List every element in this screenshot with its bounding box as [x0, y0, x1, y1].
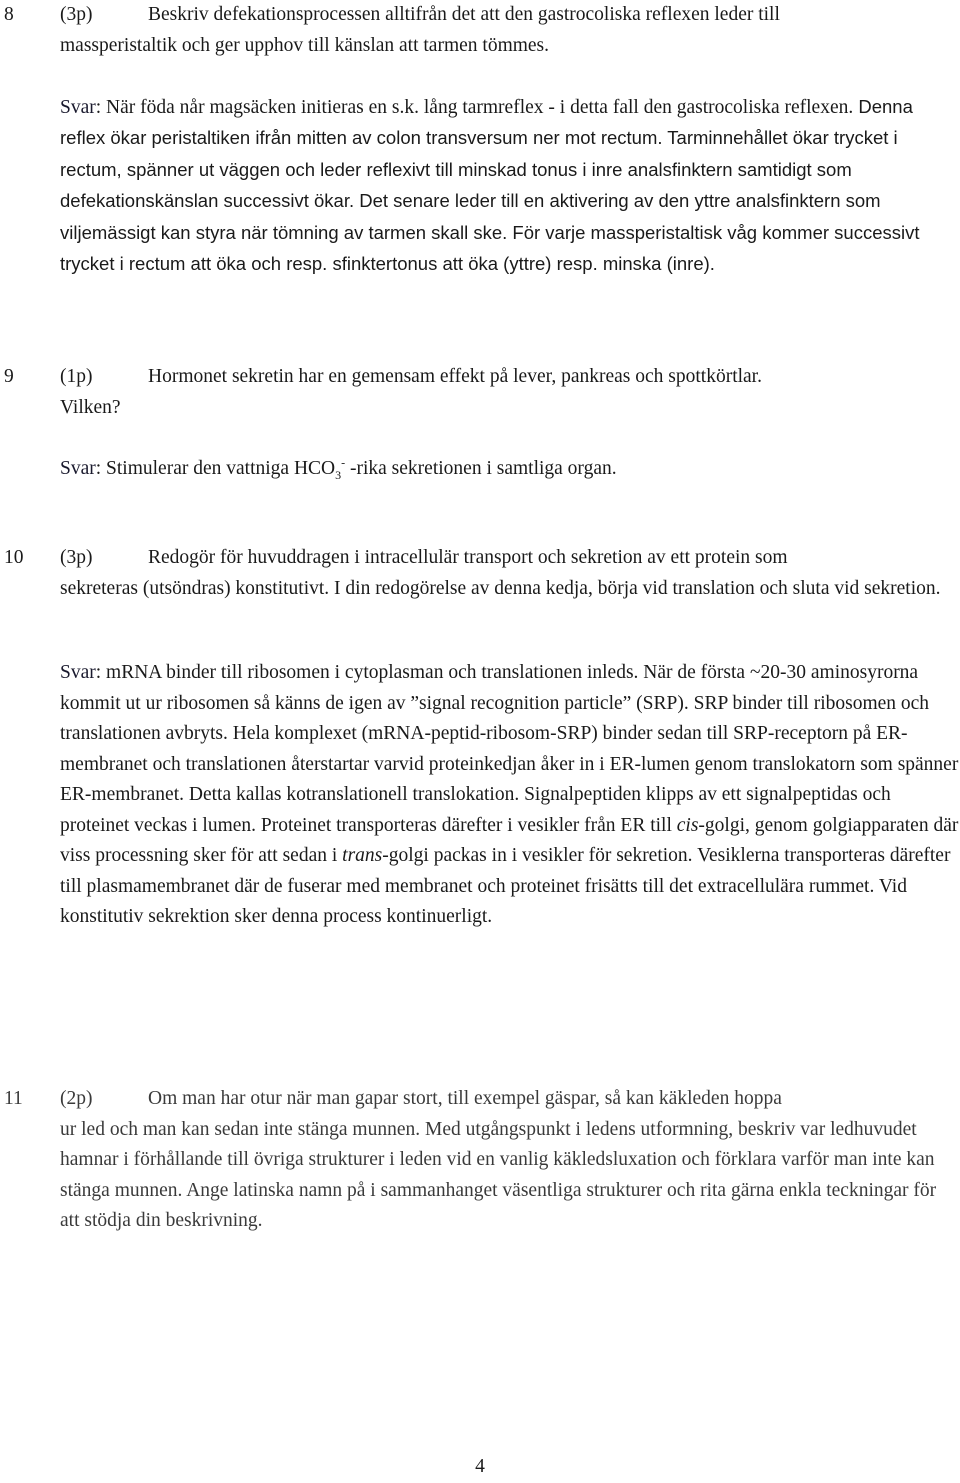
answer-part: -golgi packas in i vesikler för sekretion. Vesiklerna transporteras därefter till plasmamembranet där de fuserar med membranet och proteinet frisätts till det extracellulära rummet. Vid konstitutiv sekrektion sker denna process kontinuerligt. — [60, 845, 951, 927]
question-text-continued: massperistaltik och ger upphov till känslan att tarmen tömmes. — [60, 34, 550, 56]
answer-part: : När föda når magsäcken initieras en s.k. lång tarmreflex - i detta fall den gastrocoliska reflexen. — [95, 96, 854, 118]
page-number: 4 — [475, 1456, 485, 1477]
question-points: (3p) — [60, 547, 93, 568]
superscript: - — [341, 455, 346, 469]
question-text: Redogör för huvuddragen i intracellulär transport och sekretion av ett protein som — [148, 547, 788, 568]
question-text: Hormonet sekretin har en gemensam effekt på lever, pankreas och spottkörtlar. — [148, 366, 762, 387]
answer-text — [60, 454, 960, 485]
question-number: 11 — [4, 1088, 23, 1109]
answer-text — [60, 92, 960, 281]
svar-label: Svar — [60, 662, 96, 683]
question-9 — [0, 362, 960, 484]
question-8-header — [0, 0, 960, 31]
answer-part: Denna reflex ökar peristaltiken ifrån mitten av colon transversum ner mot rectum. Tarminnehållet ökar trycket i rectum, spänner ut väggen och leder reflexivt till minskad tonus i inre analsfinktern samtidigt som defekationskänslan successivt ökar. Det senare leder till en aktivering av den yttre analsfinktern som viljemässigt kan styra när tömning av tarmen skall ske. — [60, 95, 913, 243]
answer-part: För varje massperistaltisk våg kommer successivt trycket i rectum att öka och resp. sfinktertonus att öka (yttre) resp. minska (inre). — [60, 221, 920, 274]
question-11 — [0, 1084, 960, 1237]
question-text-continued: sekreteras (utsöndras) konstitutivt. I din redogörelse av denna kedja, börja vid translation och sluta vid sekretion. — [60, 577, 941, 599]
question-text-continued: ur led och man kan sedan inte stänga munnen. Med utgångspunkt i ledens utformning, beskriv var ledhuvudet hamnar i förhållande till övriga strukturer i leden vid en vanlig käkledsluxation och förklara varför man inte kan stänga munnen. Ange latinska namn på i sammanhanget väsentliga strukturer och rita gärna enkla teckningar för att stödja din beskrivning. — [60, 1118, 937, 1231]
question-points: (1p) — [60, 366, 93, 387]
question-points: (3p) — [60, 4, 93, 25]
question-number: 8 — [4, 4, 14, 25]
question-text-continued: Vilken? — [60, 396, 121, 418]
answer-text — [60, 658, 960, 933]
svar-label: Svar — [60, 96, 96, 118]
answer-part: -golgi, genom golgiapparaten där viss processning sker för att sedan i — [60, 814, 959, 866]
answer-part: -rika sekretionen i samtliga organ. — [345, 457, 617, 479]
italic-term: trans — [342, 845, 383, 866]
question-text: Beskriv defekationsprocessen alltifrån det att den gastrocoliska reflexen leder till — [148, 4, 780, 25]
answer-part: : mRNA binder till ribosomen i cytoplasman och translationen inleds. När de första ~20-30 aminosyrorna kommit ut ur ribosomen så känns de igen av ”signal recognition particle” (SRP). SRP binder till ribosomen och translationen avbryts. Hela komplexet (mRNA-peptid-ribosom-SRP) binder sedan till SRP-receptorn på ER-membranet och translationen återstartar varvid proteinkedjan åker in i ER-lumen genom translokatorn som spänner ER-membranet. Detta kallas kotranslationell translokation. Signalpeptiden klipps av ett signalpeptidas och proteinet veckas i lumen. Proteinet transporteras därefter i vesikler från ER till — [60, 662, 959, 836]
answer-part: : Stimulerar den vattniga HCO — [95, 457, 336, 479]
question-10-header — [0, 543, 960, 574]
question-text: Om man har otur när man gapar stort, till exempel gäspar, så kan käkleden hoppa — [148, 1088, 782, 1109]
question-8 — [0, 0, 960, 281]
subscript: 3 — [335, 467, 342, 482]
question-number: 10 — [4, 547, 24, 568]
svar-label: Svar — [60, 457, 96, 479]
question-9-header — [0, 362, 960, 393]
question-11-header — [0, 1084, 960, 1115]
question-10 — [0, 543, 960, 933]
question-points: (2p) — [60, 1088, 93, 1109]
question-number: 9 — [4, 366, 14, 387]
italic-term: cis — [676, 814, 699, 836]
